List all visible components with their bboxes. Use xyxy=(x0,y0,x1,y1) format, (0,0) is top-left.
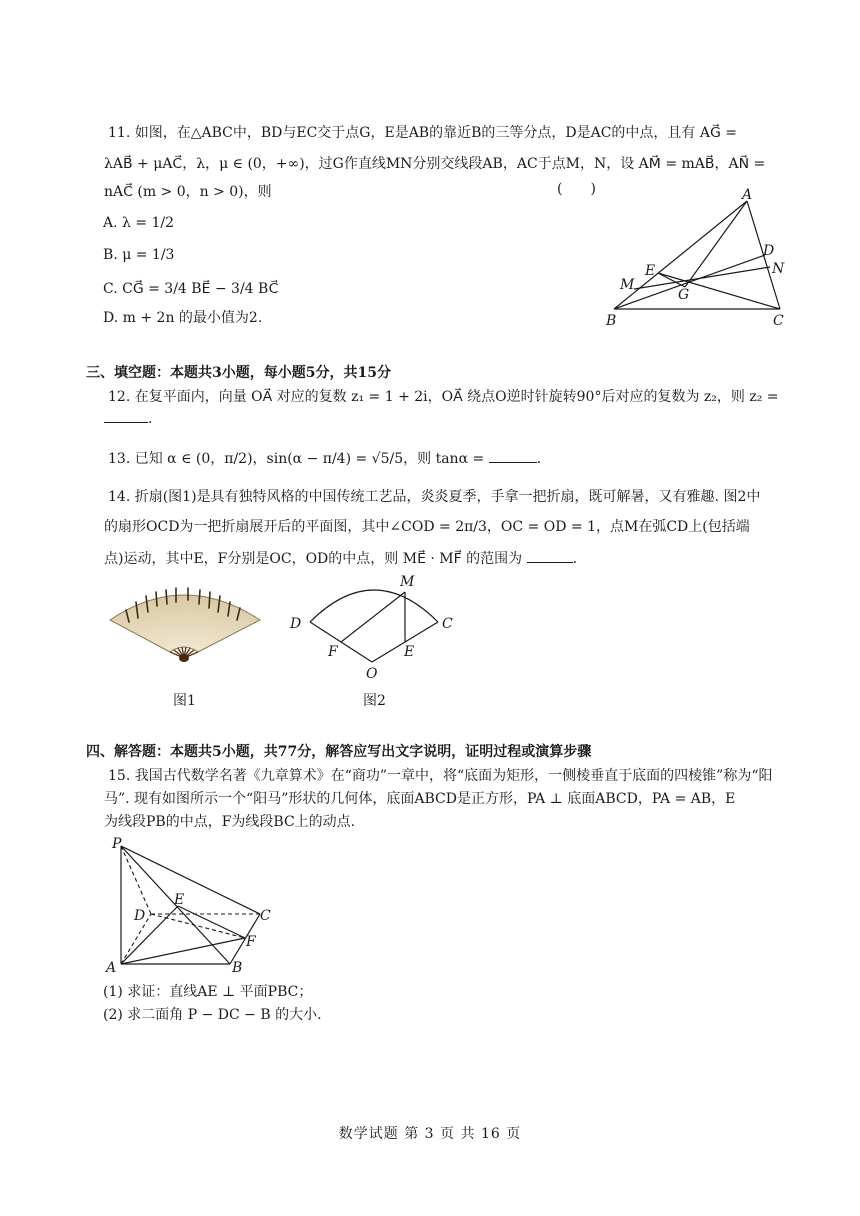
label-G: G xyxy=(678,287,690,303)
folding-fan-image xyxy=(106,578,266,670)
label-D: D xyxy=(763,243,775,259)
q13-period: . xyxy=(536,451,542,467)
q11-line2: λAB⃗ + μAC⃗，λ，μ ∈ (0，+∞)，过G作直线MN分别交线段AB，AC于点M，N，设 AM⃗ = mAB⃗，AN⃗ = xyxy=(104,156,766,172)
q12-answer-blank[interactable] xyxy=(104,410,148,423)
figure-1-caption: 图1 xyxy=(173,693,196,709)
q13-answer-blank[interactable] xyxy=(489,450,537,463)
q14-line3 xyxy=(104,550,577,568)
label-A: A xyxy=(106,960,117,976)
label-B: B xyxy=(606,313,617,329)
label-E: E xyxy=(645,263,656,279)
label-D: D xyxy=(290,616,302,632)
label-A: A xyxy=(742,187,753,203)
q11-option-c: C. CG⃗ = 3/4 BE⃗ − 3/4 BC⃗ xyxy=(103,281,279,297)
q15-part2: (2) 求二面角 P − DC − B 的大小. xyxy=(103,1007,322,1023)
q11-answer-paren: ( ) xyxy=(557,181,596,197)
label-E: E xyxy=(404,644,415,660)
label-F: F xyxy=(328,644,338,660)
section-3-title: 三、填空题：本题共3小题，每小题5分，共15分 xyxy=(86,365,391,381)
label-C: C xyxy=(260,908,271,924)
q14-answer-blank[interactable] xyxy=(527,550,573,563)
q11-option-b: B. μ = 1/3 xyxy=(103,247,175,263)
sector-figure xyxy=(284,570,464,682)
q12-period: . xyxy=(148,411,153,427)
label-N: N xyxy=(772,261,785,277)
section-4-title: 四、解答题：本题共5小题，共77分，解答应写出文字说明，证明过程或演算步骤 xyxy=(86,744,592,760)
q11-triangle-figure xyxy=(600,185,800,330)
q11-option-d: D. m + 2n 的最小值为2. xyxy=(103,310,263,326)
figure-2-caption: 图2 xyxy=(363,693,386,709)
label-C: C xyxy=(442,616,453,632)
q14-line3-text: 点)运动，其中E，F分别是OC，OD的中点，则 ME⃗ · MF⃗ 的范围为 xyxy=(104,551,523,567)
label-E: E xyxy=(174,892,185,908)
label-M: M xyxy=(400,574,415,590)
q15-line1: 15. 我国古代数学名著《九章算术》在“商功”一章中，将“底面为矩形，一侧棱垂直于底面的四棱锥”称为“阳 xyxy=(108,768,773,784)
label-B: B xyxy=(232,960,243,976)
page-footer: 数学试题 第 3 页 共 16 页 xyxy=(338,1126,522,1142)
q13-text: 13. 已知 α ∈ (0，π/2)，sin(α − π/4) = √5/5，则 tanα = xyxy=(108,451,485,467)
q15-part1: (1) 求证：直线AE ⊥ 平面PBC； xyxy=(103,984,313,1000)
q12-answer-line xyxy=(104,410,152,427)
q13-line xyxy=(108,450,541,468)
q11-option-a: A. λ = 1/2 xyxy=(103,215,175,231)
q14-line2: 的扇形OCD为一把折扇展开后的平面图，其中∠COD = 2π/3，OC = OD = 1，点M在弧CD上(包括端 xyxy=(104,519,750,535)
q11-line3: nAC⃗ (m > 0，n > 0)，则 xyxy=(104,184,272,200)
label-O: O xyxy=(366,666,378,682)
label-P: P xyxy=(112,836,122,852)
q12-line1: 12. 在复平面内，向量 OA⃗ 对应的复数 z₁ = 1 + 2i，OA⃗ 绕点O逆时针旋转90°后对应的复数为 z₂，则 z₂ = xyxy=(108,389,779,405)
q15-line2: 马”. 现有如图所示一个“阳马”形状的几何体，底面ABCD是正方形，PA ⊥ 底面ABCD，PA = AB，E xyxy=(104,791,736,807)
q14-period: . xyxy=(572,551,578,567)
label-F: F xyxy=(246,934,256,950)
q14-line1: 14. 折扇(图1)是具有独特风格的中国传统工艺品，炎炎夏季，手拿一把折扇，既可解暑，又有雅趣. 图2中 xyxy=(108,489,761,505)
label-M: M xyxy=(620,277,635,293)
q11-line1: 11. 如图，在△ABC中，BD与EC交于点G，E是AB的靠近B的三等分点，D是AC的中点，且有 AG⃗ = xyxy=(108,125,738,141)
pyramid-figure xyxy=(100,832,290,978)
q15-line3: 为线段PB的中点，F为线段BC上的动点. xyxy=(104,814,356,830)
label-C: C xyxy=(773,313,784,329)
label-D: D xyxy=(134,908,146,924)
